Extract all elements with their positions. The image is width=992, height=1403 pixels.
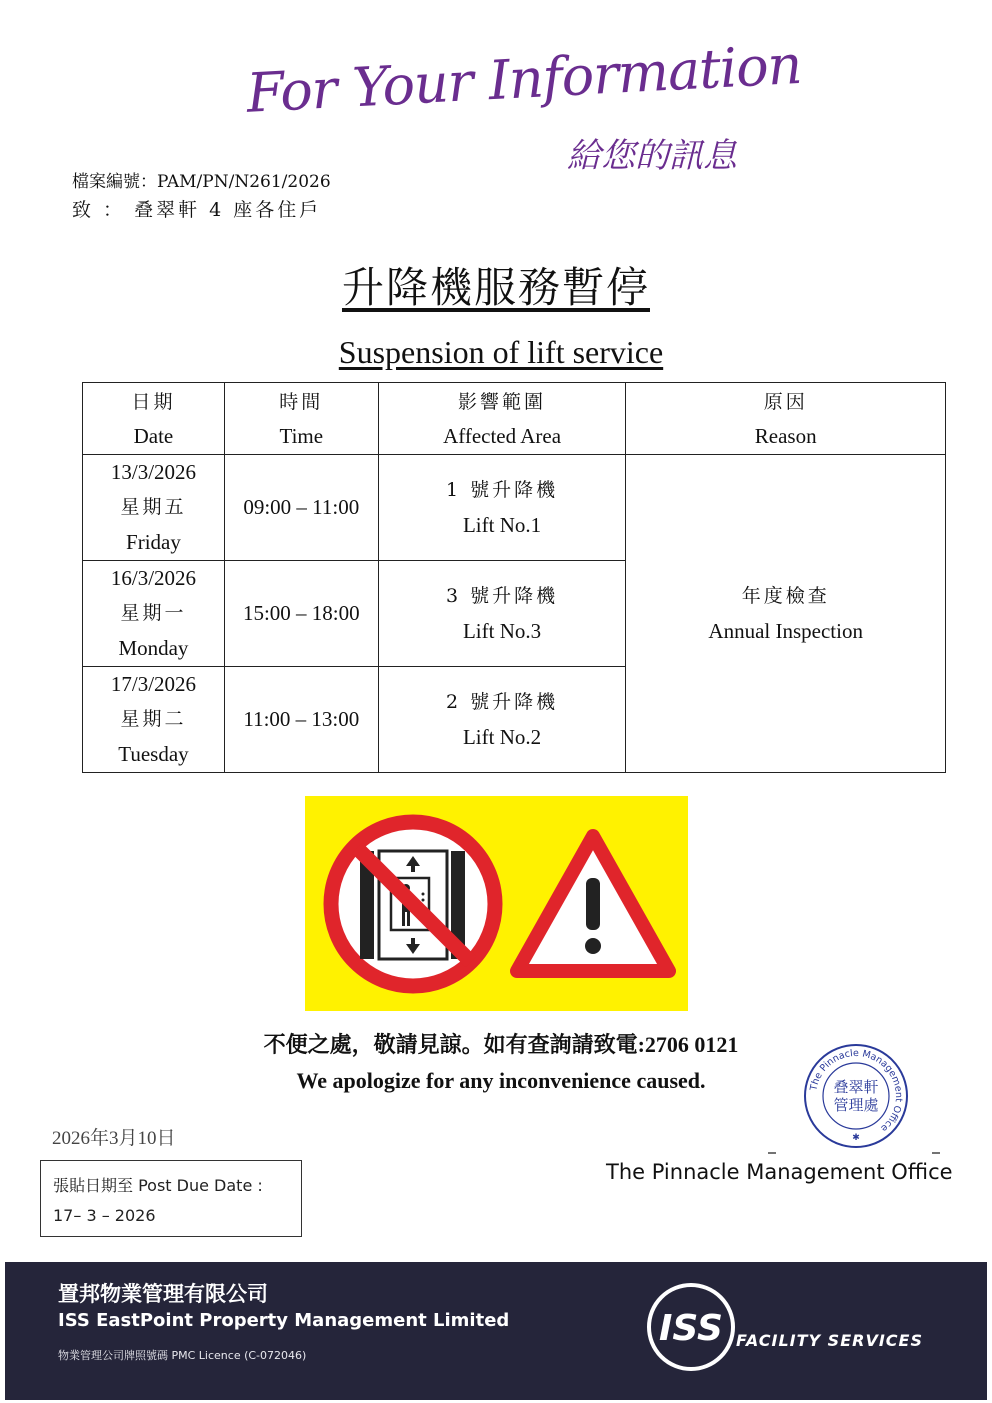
warning-graphic [305, 796, 688, 1011]
signature-line [768, 1139, 940, 1141]
management-office-stamp [802, 1042, 910, 1150]
reference-number: 檔案編號：PAM/PN/N261/2026 [72, 172, 331, 192]
apology-zh: 不便之處，敬請見諒。如有查詢請致電:2706 0121 [263, 1032, 739, 1057]
notice-title-zh: 升降機服務暫停 [341, 263, 650, 312]
area-en: Lift No.2 [462, 724, 542, 749]
table-header-row [83, 383, 946, 455]
reason-cell [626, 455, 946, 773]
footer-tagline: FACILITY SERVICES [736, 1331, 923, 1350]
reason-zh: 年度檢查 [741, 584, 830, 607]
issue-date: 2026年3月10日 [52, 1128, 176, 1149]
date-value: 16/3/2026 [110, 566, 197, 590]
stamp-ring-text: The Pinnacle Management Office [808, 1047, 905, 1134]
office-name: The Pinnacle Management Office [606, 1160, 953, 1184]
iss-logo-svg [644, 1280, 739, 1375]
header-reason [626, 383, 946, 455]
time-cell: 11:00 – 13:00 [224, 667, 378, 773]
post-due-label: 張貼日期至 Post Due Date : [53, 1176, 263, 1195]
fyi-script-title: For Your Information [245, 32, 803, 125]
date-value: 17/3/2026 [110, 672, 197, 696]
date-cell [83, 455, 225, 561]
weekday-zh: 星期五 [120, 496, 187, 518]
area-zh: 2 號升降機 [445, 690, 559, 713]
signature-line-svg [768, 1152, 940, 1154]
footer-licence: 物業管理公司牌照號碼 PMC Licence (C-072046) [58, 1349, 307, 1362]
header-time-en: Time [279, 423, 324, 448]
notice-title-en: Suspension of lift service [338, 334, 664, 370]
header-area [378, 383, 626, 455]
header-date [83, 383, 225, 455]
header-area-zh: 影響範圍 [458, 390, 547, 413]
area-zh: 1 號升降機 [445, 478, 559, 501]
iss-logo [644, 1280, 739, 1375]
header-date-en: Date [133, 423, 174, 448]
time-cell: 15:00 – 18:00 [224, 561, 378, 667]
suspension-schedule-table [82, 382, 946, 773]
post-due-box [40, 1160, 302, 1237]
table-row [83, 455, 946, 561]
area-cell [378, 561, 626, 667]
no-lift-sign-icon [331, 822, 495, 986]
header-reason-en: Reason [754, 423, 817, 448]
date-cell [83, 667, 225, 773]
date-cell [83, 561, 225, 667]
apology-en: We apologize for any inconvenience caused. [296, 1068, 706, 1093]
weekday-en: Friday [126, 530, 181, 554]
area-en: Lift No.1 [462, 512, 542, 537]
weekday-zh: 星期一 [120, 602, 187, 624]
header-reason-zh: 原因 [763, 390, 808, 413]
footer-company-en: ISS EastPoint Property Management Limited [58, 1310, 510, 1331]
fyi-script-subtitle: 給您的訊息 [567, 136, 737, 176]
stamp-center-line1: 叠翠軒 [833, 1078, 879, 1096]
date-value: 13/3/2026 [110, 460, 197, 484]
area-cell [378, 667, 626, 773]
weekday-en: Tuesday [118, 742, 189, 766]
footer-company-zh: 置邦物業管理有限公司 [58, 1282, 268, 1306]
weekday-en: Monday [118, 636, 189, 660]
svg-text:✱: ✱ [852, 1133, 860, 1143]
warning-graphic-svg [305, 796, 688, 1011]
iss-logo-text: ISS [659, 1308, 723, 1349]
area-en: Lift No.3 [462, 618, 542, 643]
addressee-line: 致 ： 叠翠軒 4 座各住戶 [72, 199, 322, 221]
header-time-zh: 時間 [279, 390, 324, 413]
weekday-zh: 星期二 [120, 708, 187, 730]
stamp-center-line2: 管理處 [833, 1096, 879, 1114]
stamp-seal-svg [802, 1042, 910, 1150]
post-due-date: 17– 3 – 2026 [53, 1206, 156, 1225]
header-area-en: Affected Area [443, 423, 562, 448]
area-cell [378, 455, 626, 561]
area-zh: 3 號升降機 [445, 584, 559, 607]
warning-triangle-icon [517, 836, 669, 971]
header-time [224, 383, 378, 455]
header-date-zh: 日期 [131, 390, 176, 413]
reason-en: Annual Inspection [708, 618, 863, 643]
time-cell: 09:00 – 11:00 [224, 455, 378, 561]
